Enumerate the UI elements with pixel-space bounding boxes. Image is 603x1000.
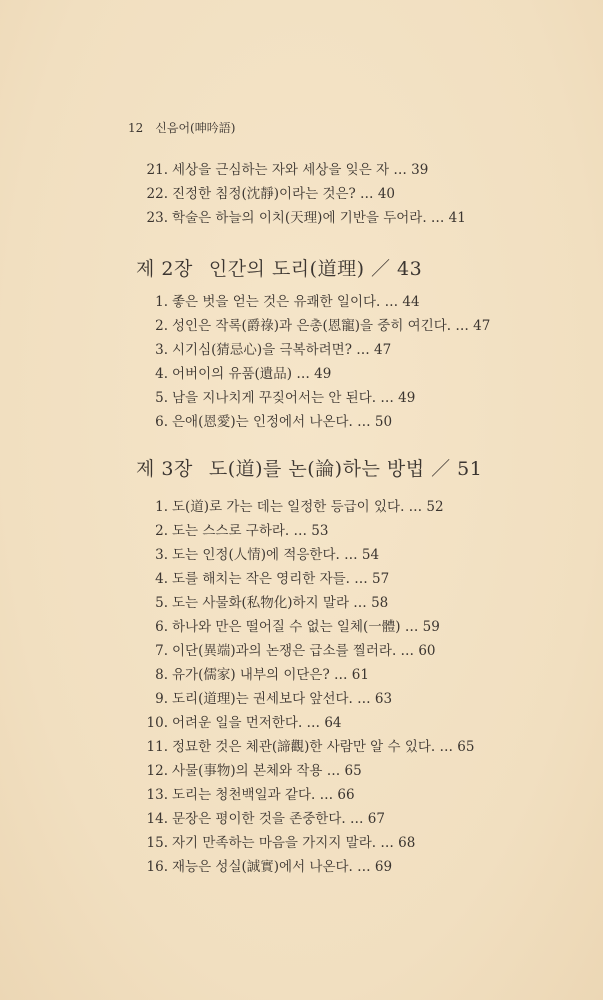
toc-entry [138, 206, 466, 230]
toc-entry [138, 362, 490, 386]
toc-entry [138, 495, 474, 519]
entry-title: 재능은 성실(誠實)에서 나온다. … 69 [172, 859, 393, 875]
entry-number: 23. [146, 210, 168, 226]
entry-number: 10. [146, 715, 168, 731]
entry-title: 세상을 근심하는 자와 세상을 잊은 자 … 39 [172, 162, 429, 178]
previous-chapter-items [138, 158, 466, 230]
entry-title: 도는 스스로 구하라. … 53 [172, 523, 329, 539]
toc-entry [138, 410, 490, 434]
page-number: 12 [128, 121, 144, 135]
toc-entry [138, 519, 474, 543]
toc-entry [138, 314, 490, 338]
toc-entry [138, 759, 474, 783]
entry-number: 12. [146, 763, 168, 779]
entry-number: 4. [155, 366, 168, 382]
entry-title: 도를 해치는 작은 영리한 자들. … 57 [172, 571, 390, 587]
entry-title: 문장은 평이한 것을 존중한다. … 67 [172, 811, 385, 827]
entry-title: 성인은 작록(爵祿)과 은총(恩寵)을 중히 여긴다. … 47 [172, 318, 491, 334]
toc-entry [138, 290, 490, 314]
entry-number: 15. [146, 835, 168, 851]
chapter-2-heading [136, 254, 422, 281]
toc-entry [138, 639, 474, 663]
toc-entry [138, 831, 474, 855]
toc-entry [138, 158, 466, 182]
entry-title: 도는 사물화(私物化)하지 말라 … 58 [172, 595, 389, 611]
entry-number: 1. [155, 499, 168, 515]
entry-title: 남을 지나치게 꾸짖어서는 안 된다. … 49 [172, 390, 416, 406]
toc-entry [138, 543, 474, 567]
toc-entry [138, 663, 474, 687]
entry-number: 2. [155, 318, 168, 334]
chapter-3-heading [136, 454, 482, 481]
entry-number: 9. [155, 691, 168, 707]
entry-title: 도는 인정(人情)에 적응한다. … 54 [172, 547, 380, 563]
entry-number: 22. [146, 186, 168, 202]
entry-title: 시기심(猜忌心)을 극복하려면? … 47 [172, 342, 392, 358]
toc-entry [138, 855, 474, 879]
entry-number: 21. [146, 162, 168, 178]
entry-title: 유가(儒家) 내부의 이단은? … 61 [172, 667, 369, 683]
entry-number: 5. [155, 595, 168, 611]
chapter-3-items [138, 495, 474, 879]
entry-title: 어버이의 유품(遺品) … 49 [172, 366, 332, 382]
toc-entry [138, 338, 490, 362]
entry-title: 이단(異端)과의 논쟁은 급소를 찔러라. … 60 [172, 643, 436, 659]
toc-entry [138, 182, 466, 206]
chapter-title: 도(道)를 논(論)하는 방법 ／ 51 [208, 458, 483, 480]
entry-number: 13. [146, 787, 168, 803]
entry-title: 학술은 하늘의 이치(天理)에 기반을 두어라. … 41 [172, 210, 466, 226]
entry-title: 진정한 침정(沈靜)이라는 것은? … 40 [172, 186, 396, 202]
entry-number: 6. [155, 619, 168, 635]
toc-entry [138, 687, 474, 711]
chapter-label: 제 2장 [136, 258, 193, 280]
chapter-title: 인간의 도리(道理) ／ 43 [208, 258, 423, 280]
entry-number: 11. [146, 739, 168, 755]
toc-entry [138, 735, 474, 759]
toc-entry [138, 591, 474, 615]
entry-number: 4. [155, 571, 168, 587]
entry-title: 도리(道理)는 권세보다 앞선다. … 63 [172, 691, 393, 707]
entry-title: 은애(恩愛)는 인정에서 나온다. … 50 [172, 414, 393, 430]
entry-number: 5. [155, 390, 168, 406]
chapter-2-items [138, 290, 490, 434]
entry-title: 하나와 만은 떨어질 수 없는 일체(一體) … 59 [172, 619, 440, 635]
chapter-label: 제 3장 [136, 458, 193, 480]
entry-number: 14. [146, 811, 168, 827]
entry-title: 사물(事物)의 본체와 작용 … 65 [172, 763, 362, 779]
book-title: 신음어(呻吟語) [155, 121, 236, 135]
running-head [128, 119, 235, 136]
entry-title: 자기 만족하는 마음을 가지지 말라. … 68 [172, 835, 416, 851]
toc-entry [138, 783, 474, 807]
entry-number: 16. [146, 859, 168, 875]
entry-title: 정묘한 것은 체관(諦觀)한 사람만 알 수 있다. … 65 [172, 739, 475, 755]
entry-number: 1. [155, 294, 168, 310]
toc-entry [138, 711, 474, 735]
entry-number: 3. [155, 547, 168, 563]
entry-number: 7. [155, 643, 168, 659]
entry-title: 도리는 청천백일과 같다. … 66 [172, 787, 355, 803]
entry-title: 어려운 일을 먼저한다. … 64 [172, 715, 342, 731]
entry-number: 3. [155, 342, 168, 358]
toc-entry [138, 386, 490, 410]
toc-entry [138, 807, 474, 831]
toc-entry [138, 615, 474, 639]
toc-entry [138, 567, 474, 591]
entry-number: 6. [155, 414, 168, 430]
entry-number: 2. [155, 523, 168, 539]
entry-title: 좋은 벗을 얻는 것은 유쾌한 일이다. … 44 [172, 294, 420, 310]
entry-title: 도(道)로 가는 데는 일정한 등급이 있다. … 52 [172, 499, 444, 515]
entry-number: 8. [155, 667, 168, 683]
